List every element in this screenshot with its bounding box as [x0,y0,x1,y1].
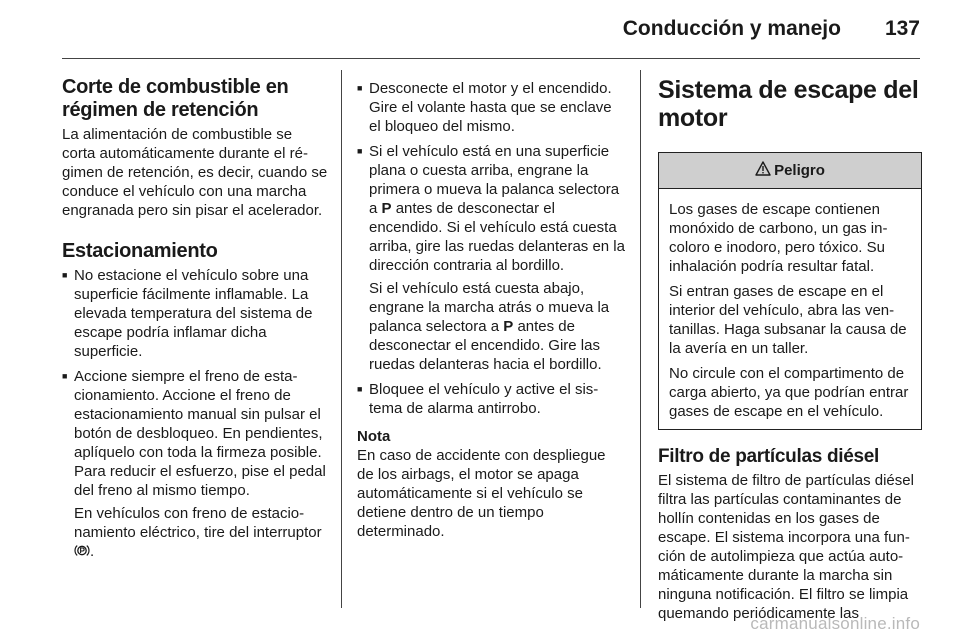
bullet-subtext: Si el vehículo está cuesta abajo, engrane la marcha atrás o mueva la palanca selectora a P antes de desconectar el encendido. Gire las ruedas delanteras hacia el bordillo. [369,280,610,373]
bullet-text: ■ Bloquee el vehículo y active el sistema de alarma antirrobo. [369,381,599,417]
watermark: carmanualsonline.info [750,614,920,633]
danger-paragraph: Si entran gases de escape en el interior del vehículo, abra las ventanillas. Haga subsanar la causa de la avería en un taller. [669,283,907,357]
bullet-text: ■ Desconecte el motor y el encendido. Gire el volante hasta que se enclave el bloqueo del mismo. [369,80,612,135]
heading-parking: Estacionamiento [62,240,218,262]
heading-fuel-cutoff: Corte de combustible en régimen de retención [62,76,289,121]
list-item [357,79,625,136]
list-item [357,142,625,374]
page-header [623,13,920,45]
column-middle [357,79,625,541]
parking-list [62,266,328,563]
parking-brake-icon [74,543,90,563]
note-text: En caso de accidente con despliegue de los airbags, el motor se apaga automáticamente si el vehículo se detiene dentro de un tiempo determinado. [357,447,606,540]
page-number: 137 [884,17,920,40]
column-left [62,76,328,563]
bullet-text: ■ Si el vehículo está en una superficie plana o cuesta arriba, engrane la primera o mueva la palanca selectora a P antes de desconectar el encendido. Si el vehículo está cuesta arriba, gire las ruedas delanteras en la dirección contraria al bordillo. [369,143,625,274]
paragraph-diesel-filter: El sistema de filtro de partículas diésel filtra las partículas contaminantes de hollín contenidas en los gases de escape. El sistema incorpora una función de autolimpieza que actúa automáticamente durante la marcha sin ninguna notificación. El filtro se limpia quemando periódicamente las [658,472,914,622]
note-label: Nota [357,428,391,445]
list-item [62,367,328,563]
bullet-text: ■ No estacione el vehículo sobre una superficie fácilmente inflamable. La elevada temperatura del sistema de escape podría inflamar dicha superficie. [74,267,313,360]
heading-diesel-filter: Filtro de partículas diésel [658,446,880,467]
heading-exhaust-system: Sistema de escape del motor [658,76,919,132]
bullet-text: ■ Accione siempre el freno de estacionamiento. Accione el freno de estacionamiento manual sin pulsar el botón de desbloqueo. En pendientes, aplíquelo con toda la firmeza posible. Para reducir el esfuerzo, pise el pedal del freno al mismo tiempo. [74,368,326,499]
header-title: Conducción y manejo [622,17,841,40]
header-divider [62,58,920,59]
bullet-subtext: En vehículos con freno de estacionamiento eléctrico, tire del interruptor . [74,504,328,563]
danger-box-header [659,153,921,189]
danger-box [658,152,922,430]
danger-title: Peligro [774,162,825,179]
list-item [62,266,328,361]
list-item [357,380,625,418]
danger-box-body [659,189,921,429]
warning-triangle-icon [755,161,771,180]
gear-p-label: P [503,318,514,335]
column-right [658,76,922,623]
column-divider-right [640,70,641,608]
gear-p-label: P [381,200,392,217]
danger-paragraph: No circule con el compartimento de carga abierto, ya que podrían entrar gases de escape en el vehículo. [669,365,909,420]
paragraph-fuel-cutoff: La alimentación de combustible se corta automáticamente durante el régimen de retención, es decir, cuando se conduce el vehículo con una marcha engranada pero sin pisar el acelerador. [62,126,328,219]
column-divider-left [341,70,342,608]
danger-paragraph: Los gases de escape contienen monóxido de carbono, un gas incoloro e inodoro, pero tóxico. Su inhalación podría resultar fatal. [669,201,888,275]
parking-list-continued [357,79,625,418]
